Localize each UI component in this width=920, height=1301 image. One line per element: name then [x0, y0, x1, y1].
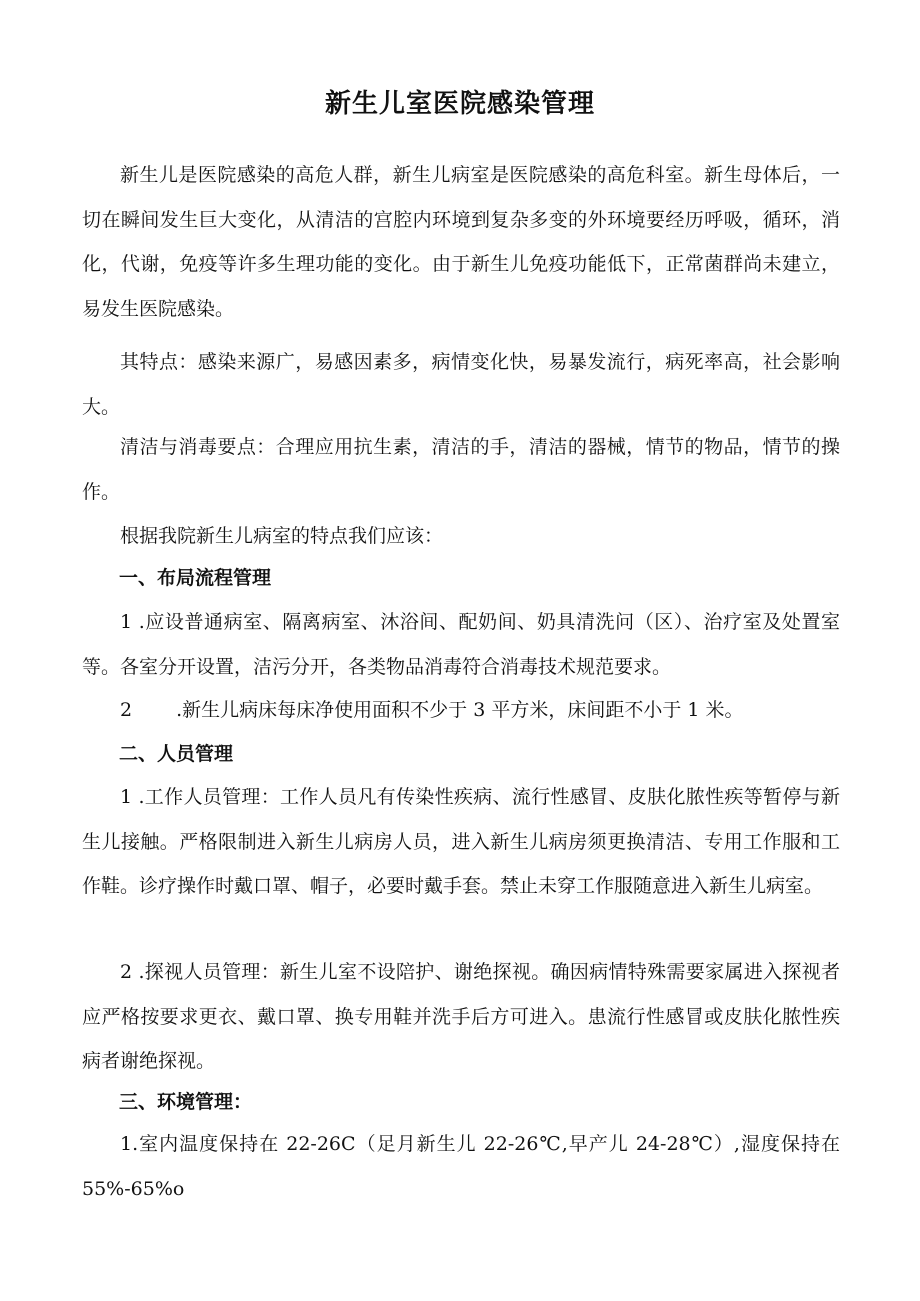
section-heading-layout: 一、布局流程管理: [119, 567, 272, 589]
intro-paragraph: 新生儿是医院感染的高危人群，新生儿病室是医院感染的高危科室。新生母体后，一切在瞬间发生巨大变化，从清洁的宫腔内环境到复杂多变的外环境要经历呼吸，循环，消化，代谢，免疫等许多生理功能的变化。由于新生儿免疫功能低下，正常菌群尚未建立，易发生医院感染。: [82, 164, 840, 320]
features-paragraph: 其特点：感染来源广，易感因素多，病情变化快，易暴发流行，病死率高，社会影响大。: [82, 351, 840, 418]
environment-item-1: 1.室内温度保持在 22-26C（足月新生儿 22-26℃,早产儿 24-28℃）,湿度保持在55%-65%o: [82, 1133, 840, 1200]
personnel-item-1: 1 .工作人员管理：工作人员凡有传染性疾病、流行性感冒、皮肤化脓性疾等暂停与新生儿接触。严格限制进入新生儿病房人员，进入新生儿病房须更换清洁、专用工作服和工作鞋。诊疗操作时戴口罩、帽子，必要时戴手套。禁止未穿工作服随意进入新生儿病室。: [82, 786, 840, 897]
section-heading-personnel: 二、人员管理: [119, 743, 234, 765]
personnel-item-2: 2 .探视人员管理：新生儿室不设陪护、谢绝探视。确因病情特殊需要家属进入探视者应严格按要求更衣、戴口罩、换专用鞋并洗手后方可进入。患流行性感冒或皮肤化脓性疾病者谢绝探视。: [82, 961, 840, 1072]
disinfection-paragraph: 清洁与消毒要点：合理应用抗生素，清洁的手，清洁的器械，情节的物品，情节的操作。: [82, 436, 840, 503]
section-heading-environment: 三、环境管理：: [119, 1091, 253, 1113]
layout-item-1: 1 .应设普通病室、隔离病室、沐浴间、配奶间、奶具清洗问（区）、治疗室及处置室等。各室分开设置，洁污分开，各类物品消毒符合消毒技术规范要求。: [82, 611, 840, 678]
document-title: 新生儿室医院感染管理: [324, 89, 595, 119]
lead-in-paragraph: 根据我院新生儿病室的特点我们应该：: [120, 525, 444, 547]
layout-item-2: 2 .新生儿病床每床净使用面积不少于 3 平方米，床间距不小于 1 米。: [120, 699, 744, 721]
